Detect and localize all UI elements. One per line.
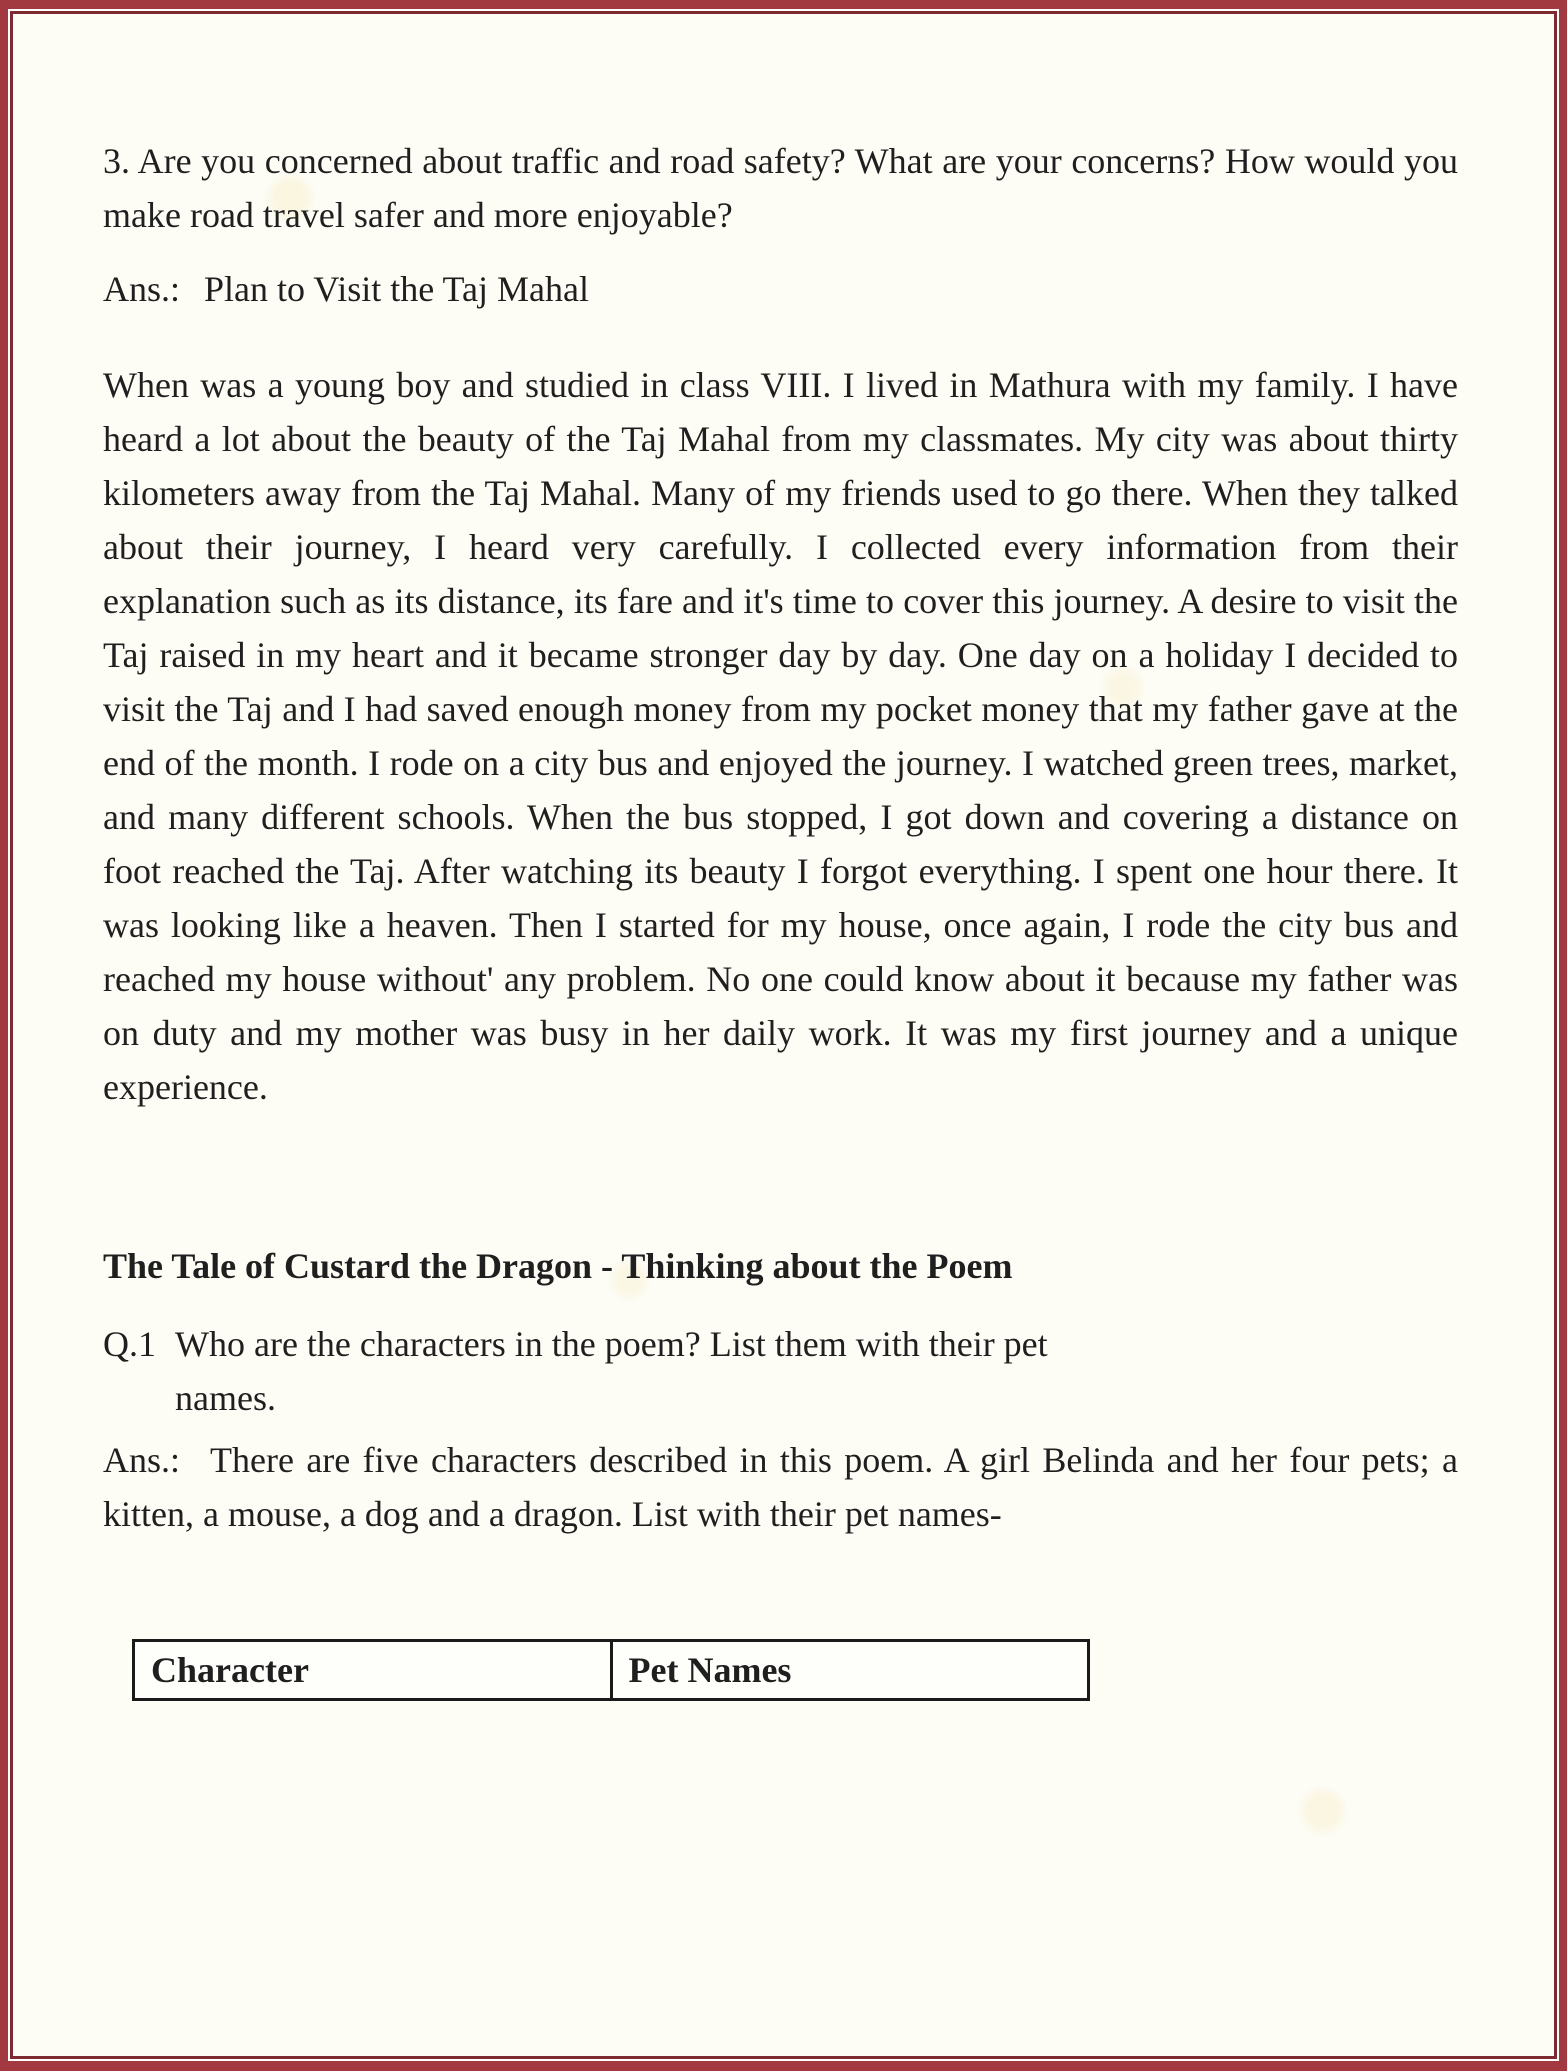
question-1-line-1: Who are the characters in the poem? List them with their pet [175,1324,1048,1364]
section-heading: The Tale of Custard the Dragon - Thinking about the Poem [103,1246,1013,1286]
question-1-block [103,1317,1458,1425]
table-header-row [134,1641,1089,1700]
page-border-gap [8,9,1559,2061]
character-pet-table [132,1639,1090,1701]
page-inner-frame [10,11,1557,2059]
page-content [13,14,1554,1701]
table-header-character: Character [134,1641,612,1700]
answer-1-paragraph [103,1433,1458,1541]
table-header-pet-names: Pet Names [611,1641,1089,1700]
question-1-text [175,1317,1048,1425]
question-1-label: Q.1 [103,1324,156,1364]
question-3-paragraph: 3. Are you concerned about traffic and road safety? What are your concerns? How would you make road travel safer and more enjoyable? [103,141,1458,235]
answer-3-title: Plan to Visit the Taj Mahal [204,269,589,309]
answer-3-body-paragraph: When was a young boy and studied in class VIII. I lived in Mathura with my family. I have heard a lot about the beauty of the Taj Mahal from my classmates. My city was about thirty kilometers away from the Taj Mahal. Many of my friends used to go there. When they talked about their journey, I heard very carefully. I collected every information from their explanation such as its distance, its fare and it's time to cover this journey. A desire to visit the Taj raised in my heart and it became stronger day by day. One day on a holiday I decided to visit the Taj and I had saved enough money from my pocket money that my father gave at the end of the month. I rode on a city bus and enjoyed the journey. I watched green trees, market, and many different schools. When the bus stopped, I got down and covering a distance on foot reached the Taj. After watching its beauty I forgot everything. I spent one hour there. It was looking like a heaven. Then I started for my house, once again, I rode the city bus and reached my house without' any problem. No one could know about it because my father was on duty and my mother was busy in her daily work. It was my first journey and a unique experience. [103,365,1458,1107]
question-1-line-2: names. [175,1378,276,1418]
answer-1-text: There are five characters described in this poem. A girl Belinda and her four pets; a kitten, a mouse, a dog and a dragon. List with their pet names- [103,1440,1458,1534]
answer-3-title-line [103,262,1458,316]
answer-1-label: Ans.: [103,1440,181,1480]
answer-3-label: Ans.: [103,269,181,309]
